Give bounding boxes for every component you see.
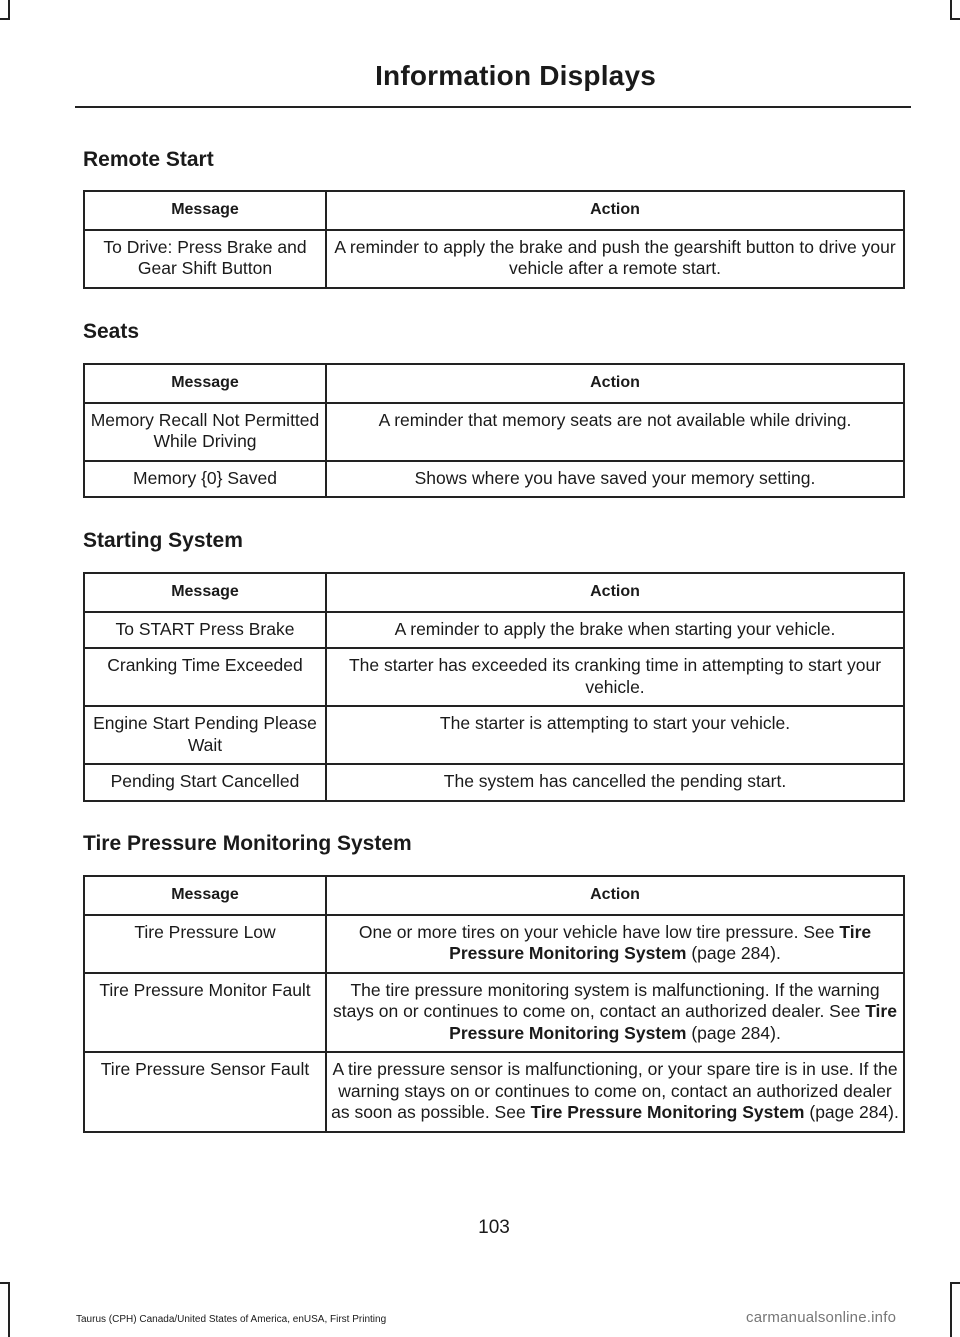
table-row: [84, 612, 904, 649]
table-row: [84, 915, 904, 973]
crop-mark: [8, 1282, 10, 1337]
table-row: [84, 403, 904, 461]
action-cell: [326, 1052, 904, 1132]
action-text: A tire pressure sensor is malfunctioning, or your spare tire is in use. If the warning stays on or continues to come on, contact an authorized dealer as soon as possible. See: [331, 1059, 898, 1122]
action-cell: The system has cancelled the pending start.: [326, 764, 904, 801]
message-table: [83, 572, 905, 802]
crop-mark: [950, 1282, 960, 1284]
table-row: [84, 706, 904, 764]
section-tire-pressure: [83, 830, 905, 1133]
action-cell: [326, 973, 904, 1053]
section-title: Tire Pressure Monitoring System: [83, 832, 412, 855]
section-title: Remote Start: [83, 148, 214, 171]
message-table: [83, 190, 905, 289]
message-cell: Tire Pressure Low: [84, 915, 326, 973]
table-row: [84, 973, 904, 1053]
crop-mark: [950, 0, 952, 20]
action-column-header: Action: [326, 364, 904, 403]
table-row: [84, 648, 904, 706]
crop-mark: [0, 18, 10, 20]
table-header-row: [84, 573, 904, 612]
message-cell: Cranking Time Exceeded: [84, 648, 326, 706]
footer-text: Taurus (CPH) Canada/United States of America, enUSA, First Printing: [76, 1314, 387, 1325]
message-column-header: Message: [84, 876, 326, 915]
cross-reference-link[interactable]: Tire Pressure Monitoring System: [449, 921, 872, 963]
page-reference: (page 284).: [686, 943, 781, 963]
crop-mark: [950, 1282, 952, 1337]
page-header: [75, 58, 911, 108]
message-column-header: Message: [84, 191, 326, 230]
section-remote-start: [83, 146, 905, 289]
message-column-header: Message: [84, 364, 326, 403]
message-column-header: Message: [84, 573, 326, 612]
table-row: [84, 461, 904, 498]
action-text: The tire pressure monitoring system is malfunctioning. If the warning stays on or continues to come on, contact an authorized dealer. See: [333, 979, 880, 1021]
page-reference: (page 284).: [804, 1102, 899, 1122]
action-column-header: Action: [326, 191, 904, 230]
message-cell: Tire Pressure Sensor Fault: [84, 1052, 326, 1132]
action-cell: A reminder to apply the brake when starting your vehicle.: [326, 612, 904, 649]
action-cell: A reminder to apply the brake and push the gearshift button to drive your vehicle after a remote start.: [326, 230, 904, 288]
message-cell: Engine Start Pending Please Wait: [84, 706, 326, 764]
table-header-row: [84, 191, 904, 230]
action-cell: A reminder that memory seats are not available while driving.: [326, 403, 904, 461]
action-text: One or more tires on your vehicle have low tire pressure. See: [358, 921, 835, 942]
table-header-row: [84, 364, 904, 403]
section-seats: [83, 318, 905, 498]
cross-reference-link[interactable]: Tire Pressure Monitoring System: [449, 1001, 897, 1043]
message-cell: To Drive: Press Brake and Gear Shift Button: [84, 230, 326, 288]
message-table: [83, 363, 905, 498]
action-cell: [326, 915, 904, 973]
action-column-header: Action: [326, 573, 904, 612]
action-cell: The starter is attempting to start your vehicle.: [326, 706, 904, 764]
message-table: [83, 875, 905, 1133]
message-cell: Tire Pressure Monitor Fault: [84, 973, 326, 1053]
section-title: Starting System: [83, 529, 243, 552]
message-cell: Memory Recall Not Permitted While Driving: [84, 403, 326, 461]
cross-reference-link[interactable]: Tire Pressure Monitoring System: [530, 1102, 805, 1122]
page-number: 103: [478, 1217, 510, 1238]
table-row: [84, 764, 904, 801]
page-title: Information Displays: [375, 60, 656, 91]
table-row: [84, 230, 904, 288]
message-cell: To START Press Brake: [84, 612, 326, 649]
section-title: Seats: [83, 320, 140, 343]
action-cell: Shows where you have saved your memory setting.: [326, 461, 904, 498]
page-reference: (page 284).: [686, 1022, 781, 1043]
message-cell: Pending Start Cancelled: [84, 764, 326, 801]
crop-mark: [950, 18, 960, 20]
action-column-header: Action: [326, 876, 904, 915]
crop-mark: [8, 0, 10, 20]
section-starting-system: [83, 527, 905, 802]
table-header-row: [84, 876, 904, 915]
table-row: [84, 1052, 904, 1132]
watermark: carmanualsonline.info: [746, 1309, 897, 1326]
crop-mark: [0, 1282, 10, 1284]
action-cell: The starter has exceeded its cranking time in attempting to start your vehicle.: [326, 648, 904, 706]
message-cell: Memory {0} Saved: [84, 461, 326, 498]
